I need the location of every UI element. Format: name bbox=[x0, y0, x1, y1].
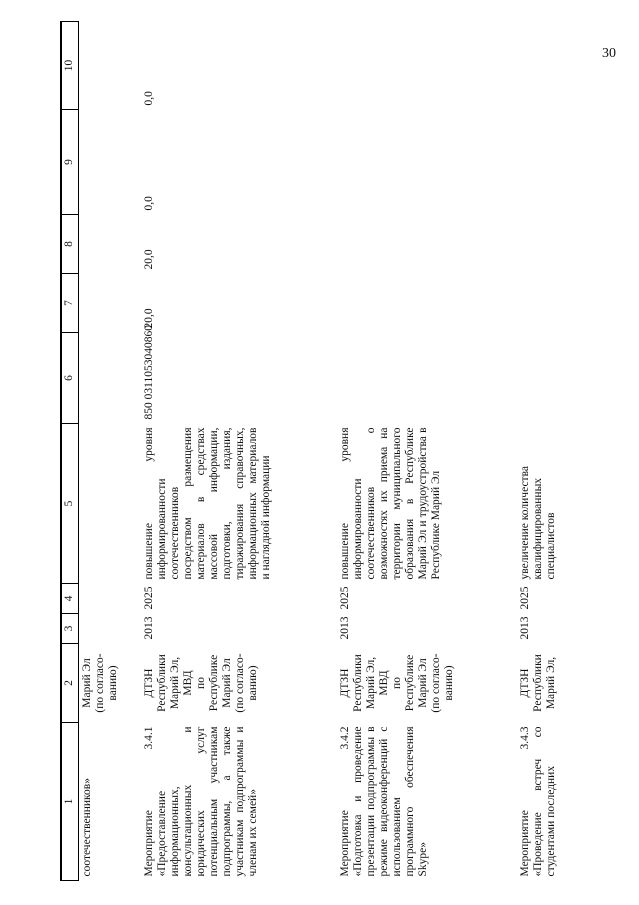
page-number: 30 bbox=[602, 46, 616, 61]
activity-name: соотечественников» bbox=[81, 778, 93, 877]
expected-result: повышение уровня информированности соотечественников о возможностях их приема на территории муниципального образования в Республике Марий Эл и трудоустройства в Республике Марий Эл bbox=[338, 427, 442, 580]
program-activities-table bbox=[60, 21, 577, 881]
executor: ДТЗН Республики Марий Эл, МВД по Республике Марий Эл (по согласо- ванию) bbox=[142, 653, 259, 713]
start-year bbox=[79, 614, 141, 644]
activity-name: Мероприятие 3.4.1 «Предоставление информационных, консультационных и юридических услуг потенциальным участникам подпрограммы, а также участникам подпрограммы и членам их семей» bbox=[142, 726, 259, 877]
end-year: 2025 bbox=[338, 586, 351, 610]
col-header-1: 1 bbox=[61, 723, 79, 881]
budget-code bbox=[337, 333, 517, 424]
col-header-3: 3 bbox=[61, 614, 79, 644]
col-header-7: 7 bbox=[61, 274, 79, 333]
budget-code bbox=[79, 333, 141, 424]
executor: ДТЗН Республики Марий Эл, bbox=[518, 654, 557, 712]
table-row bbox=[79, 22, 141, 881]
table-row bbox=[517, 22, 577, 881]
budget-code: 850 0311053040860 bbox=[142, 325, 155, 420]
budget-code bbox=[517, 333, 577, 424]
activity-name: Мероприятие 3.4.3 «Проведение встреч со студентами последних bbox=[518, 726, 557, 877]
table-row bbox=[141, 22, 337, 881]
end-year: 2025 bbox=[142, 586, 155, 610]
value-col-10: 0,0 bbox=[142, 91, 155, 106]
value-col-8 bbox=[517, 215, 577, 274]
start-year: 2013 bbox=[142, 616, 155, 640]
value-col-8: 20,0 bbox=[142, 249, 155, 270]
value-col-9: 0,0 bbox=[142, 196, 155, 211]
end-year: 2025 bbox=[518, 586, 531, 610]
activity-name: Мероприятие 3.4.2 «Подготовка и проведение презентации подпрограммы в режиме видеоконференций с использованием программного обеспечения Skype» bbox=[338, 726, 429, 877]
start-year: 2013 bbox=[518, 616, 531, 640]
column-number-row bbox=[61, 22, 79, 881]
value-col-7 bbox=[79, 274, 141, 333]
value-col-10 bbox=[79, 22, 141, 110]
start-year: 2013 bbox=[338, 616, 351, 640]
expected-result: увеличение количества квалифицированных специалистов bbox=[518, 466, 557, 580]
value-col-8 bbox=[337, 215, 517, 274]
end-year bbox=[79, 584, 141, 614]
value-col-9 bbox=[337, 110, 517, 215]
value-col-8 bbox=[79, 215, 141, 274]
col-header-5: 5 bbox=[61, 424, 79, 584]
rotated-table-page bbox=[60, 22, 627, 881]
col-header-4: 4 bbox=[61, 584, 79, 614]
value-col-9 bbox=[79, 110, 141, 215]
executor: Марий Эл (по согласо- ванию) bbox=[81, 653, 119, 713]
col-header-10: 10 bbox=[61, 22, 79, 110]
value-col-7: 20,0 bbox=[142, 308, 155, 329]
col-header-8: 8 bbox=[61, 215, 79, 274]
value-col-10 bbox=[517, 22, 577, 110]
table-row bbox=[337, 22, 517, 881]
col-header-2: 2 bbox=[61, 644, 79, 723]
value-col-10 bbox=[337, 22, 517, 110]
col-header-6: 6 bbox=[61, 333, 79, 424]
executor: ДТЗН Республики Марий Эл, МВД по Республике Марий Эл (по согласо- ванию) bbox=[338, 653, 455, 713]
expected-result bbox=[79, 424, 141, 584]
value-col-7 bbox=[517, 274, 577, 333]
value-col-9 bbox=[517, 110, 577, 215]
col-header-9: 9 bbox=[61, 110, 79, 215]
value-col-7 bbox=[337, 274, 517, 333]
expected-result: повышение уровня информированности соотечественников посредством размещения материалов в средствах массовой информации, подготовки, издания, тиражирования справочных, информационных материалов и наглядной информации bbox=[142, 427, 272, 580]
